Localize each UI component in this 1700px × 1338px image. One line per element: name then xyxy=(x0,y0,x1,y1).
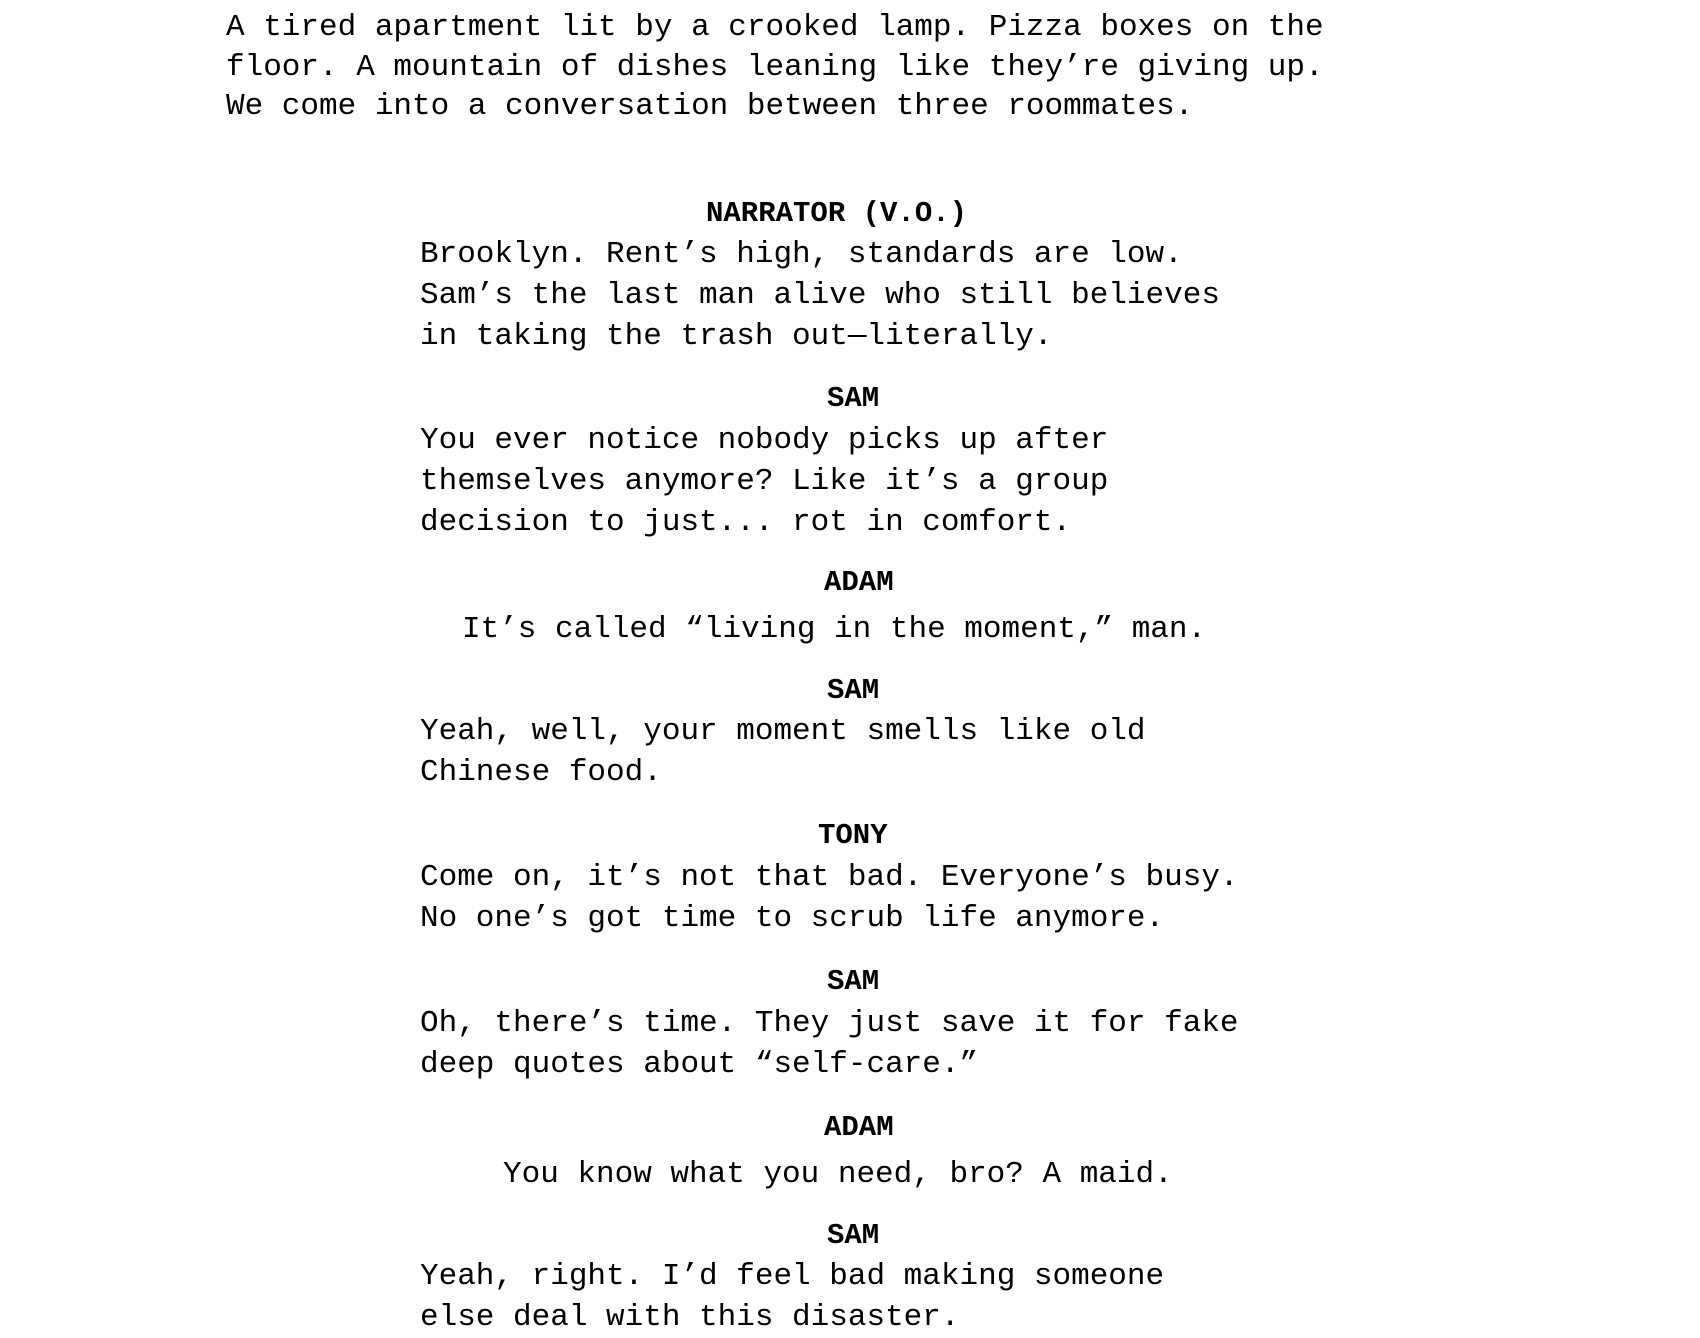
action-line: We come into a conversation between three roommates. xyxy=(226,89,1194,124)
dialogue-line: Sam’s the last man alive who still believes xyxy=(420,278,1220,313)
dialogue-block xyxy=(420,711,1146,793)
dialogue-block xyxy=(420,1256,1164,1338)
dialogue-line: else deal with this disaster. xyxy=(420,1300,960,1335)
dialogue-line: Brooklyn. Rent’s high, standards are low. xyxy=(420,237,1183,272)
dialogue-line: Chinese food. xyxy=(420,755,662,790)
dialogue-block xyxy=(420,420,1108,543)
action-line: floor. A mountain of dishes leaning like they’re giving up. xyxy=(226,49,1324,85)
character-name: SAM xyxy=(827,965,880,998)
dialogue-line: You ever notice nobody picks up after xyxy=(420,423,1109,458)
dialogue-line: It’s called “living in the moment,” man. xyxy=(462,612,1207,647)
dialogue-block xyxy=(420,857,1239,939)
action-line: A tired apartment lit by a crooked lamp. Pizza boxes on the xyxy=(226,10,1324,45)
dialogue-line: Oh, there’s time. They just save it for fake xyxy=(420,1006,1239,1041)
dialogue-line: decision to just... rot in comfort. xyxy=(420,505,1072,540)
dialogue-block xyxy=(503,1154,1173,1195)
dialogue-block xyxy=(420,234,1220,357)
dialogue-block xyxy=(420,1003,1239,1085)
character-name: TONY xyxy=(818,819,888,852)
dialogue-line: Yeah, right. I’d feel bad making someone xyxy=(420,1259,1165,1294)
character-name: ADAM xyxy=(824,1111,894,1144)
dialogue-line: in taking the trash out—literally. xyxy=(420,319,1053,354)
character-name: ADAM xyxy=(824,566,894,599)
dialogue-line: themselves anymore? Like it’s a group xyxy=(420,464,1109,499)
action-description xyxy=(226,8,1324,127)
character-name: SAM xyxy=(827,1219,880,1252)
character-name: NARRATOR (V.O.) xyxy=(706,197,968,230)
dialogue-line: No one’s got time to scrub life anymore. xyxy=(420,901,1165,936)
dialogue-line: Yeah, well, your moment smells like old xyxy=(420,714,1146,749)
dialogue-line: deep quotes about “self-care.” xyxy=(420,1047,979,1082)
dialogue-line: Come on, it’s not that bad. Everyone’s busy. xyxy=(420,860,1239,895)
character-name: SAM xyxy=(827,674,880,707)
dialogue-line: You know what you need, bro? A maid. xyxy=(503,1157,1173,1192)
dialogue-block xyxy=(462,609,1206,650)
character-name: SAM xyxy=(827,382,880,415)
